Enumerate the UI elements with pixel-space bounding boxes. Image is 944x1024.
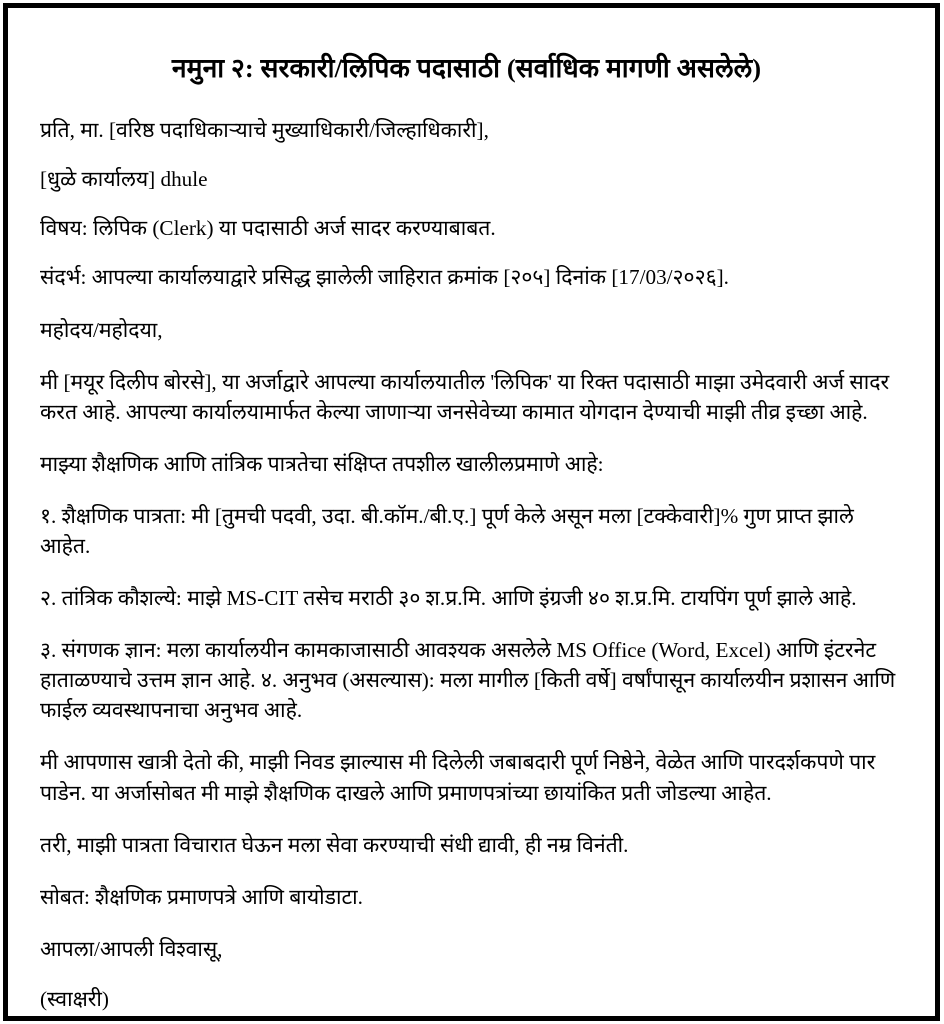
document-title: नमुना २: सरकारी/लिपिक पदासाठी (सर्वाधिक मागणी असलेले) (171, 53, 762, 83)
assurance-paragraph: मी आपणास खात्री देतो की, माझी निवड झाल्यास मी दिलेली जबाबदारी पूर्ण निष्ठेने, वेळेत आणि पारदर्शकपणे पार पाडेन. या अर्जासोबत मी माझे शैक्षणिक दाखले आणि प्रमाणपत्रांच्या छायांकित प्रती जोडल्या आहेत. (40, 750, 876, 805)
qualification-details-lead: माझ्या शैक्षणिक आणि तांत्रिक पात्रतेचा संक्षिप्त तपशील खालीलप्रमाणे आहे: (40, 451, 604, 476)
signature-placeholder: (स्वाक्षरी) (40, 986, 109, 1011)
point-technical-skills: २. तांत्रिक कौशल्ये: माझे MS-CIT तसेच मराठी ३० श.प्र.मि. आणि इंग्रजी ४० श.प्र.मि. टायपिंग पूर्ण झाले आहे. (40, 586, 857, 611)
intro-paragraph: मी [मयूर दिलीप बोरसे], या अर्जाद्वारे आपल्या कार्यालयातील 'लिपिक' या रिक्त पदासाठी माझा उमेदवारी अर्ज सादर करत आहे. आपल्या कार्यालयामार्फत केल्या जाणाऱ्या जनसेवेच्या कामात योगदान देण्याची माझी तीव्र इच्छा आहे. (40, 369, 890, 424)
document-border (3, 3, 940, 1021)
salutation: महोदय/महोदया, (40, 317, 163, 342)
reference-line: संदर्भ: आपल्या कार्यालयाद्वारे प्रसिद्ध झालेली जाहिरात क्रमांक [२०५] दिनांक [17/03/२०२६]. (40, 265, 729, 290)
request-paragraph: तरी, माझी पात्रता विचारात घेऊन मला सेवा करण्याची संधी द्यावी, ही नम्र विनंती. (40, 832, 629, 857)
subject-line: विषय: लिपिक (Clerk) या पदासाठी अर्ज सादर करण्याबाबत. (40, 216, 496, 241)
point-education: १. शैक्षणिक पात्रता: मी [तुमची पदवी, उदा. बी.कॉम./बी.ए.] पूर्ण केले असून मला [टक्केवारी]% गुण प्राप्त झाले आहेत. (40, 503, 854, 558)
point-computer-knowledge-experience: ३. संगणक ज्ञान: मला कार्यालयीन कामकाजासाठी आवश्यक असलेले MS Office (Word, Excel) आणि इंटरनेट हाताळण्याचे उत्तम ज्ञान आहे. ४. अनुभव (असल्यास): मला मागील [किती वर्षे] वर्षांपासून कार्यालयीन प्रशासन आणि फाईल व्यवस्थापनाचा अनुभव आहे. (40, 638, 896, 723)
addressee-line: प्रति, मा. [वरिष्ठ पदाधिकाऱ्याचे मुख्याधिकारी/जिल्हाधिकारी], (40, 118, 489, 143)
enclosures-line: सोबत: शैक्षणिक प्रमाणपत्रे आणि बायोडाटा. (40, 884, 363, 909)
office-address-line: [धुळे कार्यालय] dhule (40, 167, 208, 192)
closing-salutation: आपला/आपली विश्वासू, (40, 936, 223, 961)
